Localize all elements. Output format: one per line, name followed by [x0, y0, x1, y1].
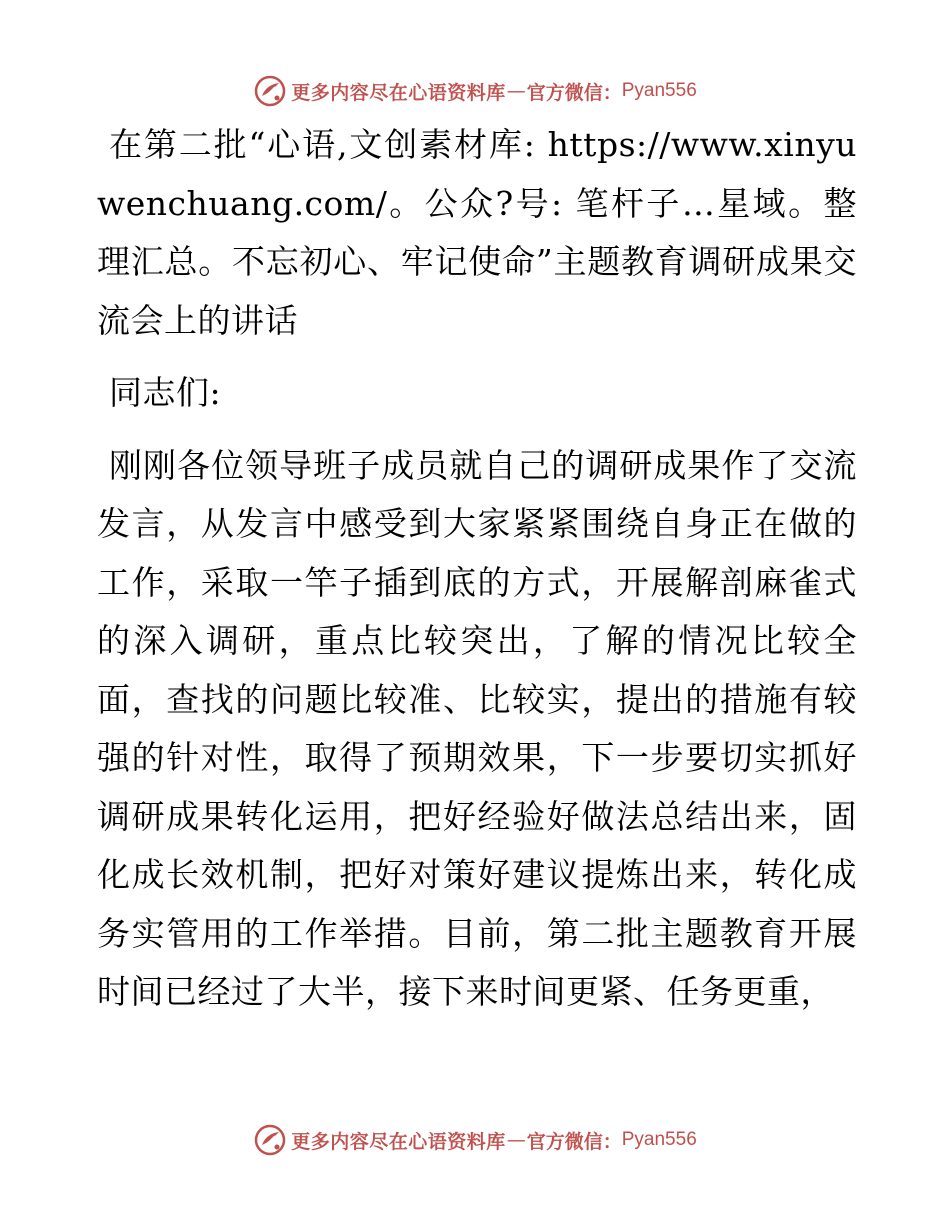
header-watermark-banner: [0, 71, 950, 111]
brand-logo-icon: [253, 1123, 287, 1157]
header-banner-text: 更多内容尽在心语资料库: [291, 81, 506, 104]
brand-logo-icon: [253, 74, 287, 108]
document-title: 在第二批“心语,文创素材库: https://www.xinyuwenchuang.com/。公众?号: 笔杆子…星域。整理汇总。不忘初心、牢记使命”主题教育调研成果交流会上的讲话: [97, 125, 857, 340]
footer-banner-wechat-id: Pyan556: [621, 1129, 697, 1150]
header-banner-wechat-label: 官方微信：: [526, 81, 622, 104]
header-banner-dash: —: [506, 80, 526, 102]
footer-banner-text: 更多内容尽在心语资料库: [291, 1130, 506, 1153]
header-banner-wechat-id: Pyan556: [621, 80, 697, 101]
footer-watermark-banner: [0, 1120, 950, 1160]
salutation: 同志们:: [109, 373, 222, 412]
footer-banner-wechat-label: 官方微信：: [526, 1130, 622, 1153]
footer-banner-dash: —: [506, 1129, 526, 1151]
body-paragraph: 刚刚各位领导班子成员就自己的调研成果作了交流发言，从发言中感受到大家紧紧围绕自身正在做的工作，采取一竿子插到底的方式，开展解剖麻雀式的深入调研，重点比较突出，了解的情况比较全面，查找的问题比较准、比较实，提出的措施有较强的针对性，取得了预期效果，下一步要切实抓好调研成果转化运用，把好经验好做法总结出来，固化成长效机制，把好对策好建议提炼出来，转化成务实管用的工作举措。目前，第二批主题教育开展时间已经过了大半，接下来时间更紧、任务更重，: [97, 445, 857, 1011]
document-body: [97, 116, 857, 1022]
